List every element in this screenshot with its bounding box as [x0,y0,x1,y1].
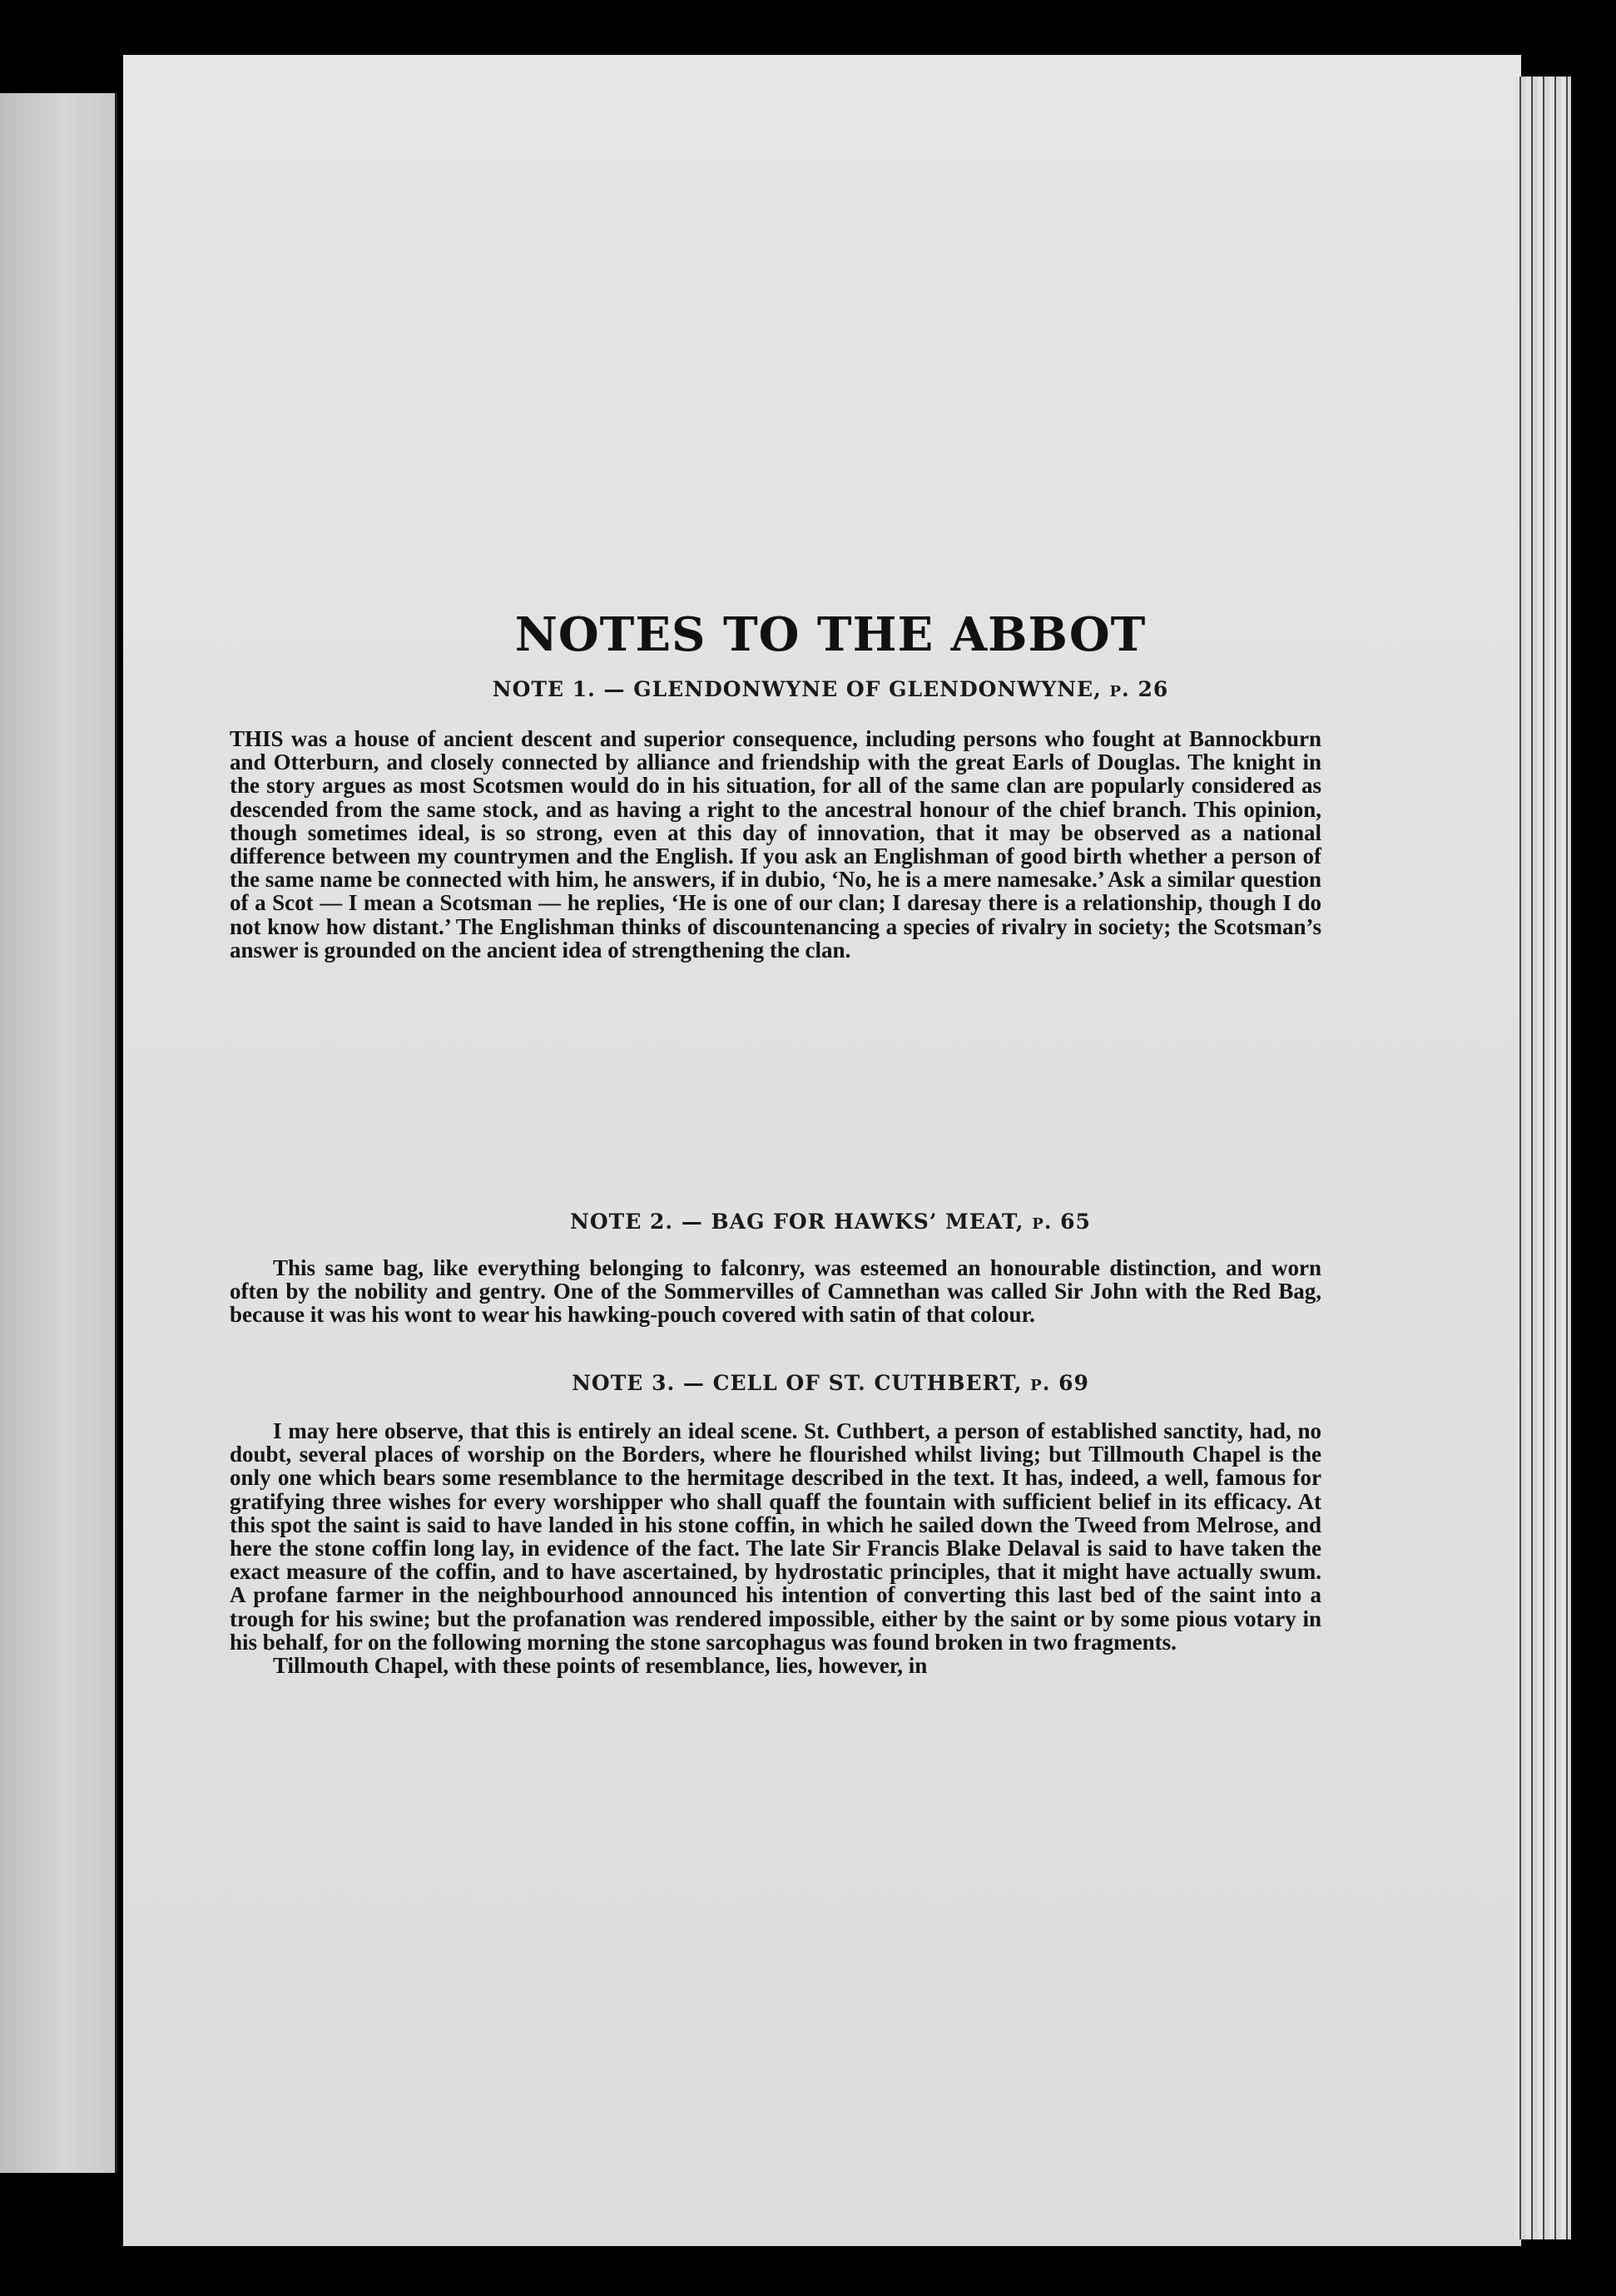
note-3-paragraph-continued: Tillmouth Chapel, with these points of resemblance, lies, however, in [273,1653,928,1679]
note-3-paragraph: I may here observe, that this is entirely an ideal scene. St. Cuthbert, a person of established sanctity, had, no doubt, several places of worship on the Borders, where he flourished whilst living; but Tillmouth Chapel is the only one which bears some resemblance to the hermitage described in the text. It has, indeed, a well, famous for gratifying three wishes for every worshipper who shall quaff the fountain with sufficient belief in its efficacy. At this spot the saint is said to have landed in his stone coffin, in which he sailed down the Tweed from Melrose, and here the stone coffin long lay, in evidence of the fact. The late Sir Francis Blake Delaval is said to have taken the exact measure of the coffin, and to have ascertained, by hydrostatic principles, that it might have actually swum. A profane farmer in the neighbourhood announced his intention of converting this last bed of the saint into a trough for his swine; but the profanation was rendered impossible, either by the saint or by some pious votary in his behalf, for on the following morning the stone sarcophagus was found broken in two fragments. [230,1418,1321,1655]
note-2-body [230,1256,1321,1327]
note-2-paragraph: This same bag, like everything belonging to falconry, was esteemed an honourable distinction, and worn often by the nobility and gentry. One of the Sommervilles of Camnethan was called Sir John with the Red Bag, because it was his wont to wear his hawking-pouch covered with satin of that colour. [230,1255,1321,1328]
note-1-paragraph: THIS was a house of ancient descent and superior consequence, including persons who fought at Bannockburn and Otterburn, and closely connected by alliance and friendship with the great Earls of Douglas. The knight in the story argues as most Scotsmen would do in his situation, for all of the same clan are popularly considered as descended from the same stock, and as having a right to the ancestral honour of the chief branch. This opinion, though sometimes ideal, is so strong, even at this day of innovation, that it may be observed as a national difference between my countrymen and the English. If you ask an Englishman of good birth whether a person of the same name be connected with him, he answers, if in dubio, ‘No, he is a mere namesake.’ Ask a similar question of a Scot — I mean a Scotsman — he replies, ‘He is one of our clan; I daresay there is a relationship, though I do not know how distant.’ The Englishman thinks of discountenancing a species of rivalry in society; the Scotsman’s answer is grounded on the ancient idea of strengthening the clan. [230,726,1321,962]
note-2-heading: NOTE 2. — BAG FOR HAWKS’ MEAT, p. 65 [570,1210,1091,1234]
page-title: NOTES TO THE ABBOT [514,607,1147,662]
book-page [123,55,1521,2246]
page-stack-edge [1514,77,1571,2239]
book-gutter [115,93,117,2173]
note-3-heading: NOTE 3. — CELL OF ST. CUTHBERT, p. 69 [572,1371,1089,1395]
note-3-body [230,1419,1321,1677]
note-1-heading: NOTE 1. — GLENDONWYNE OF GLENDONWYNE, p. 26 [492,677,1169,701]
facing-page-edge [0,93,116,2173]
note-1-body [230,727,1321,962]
